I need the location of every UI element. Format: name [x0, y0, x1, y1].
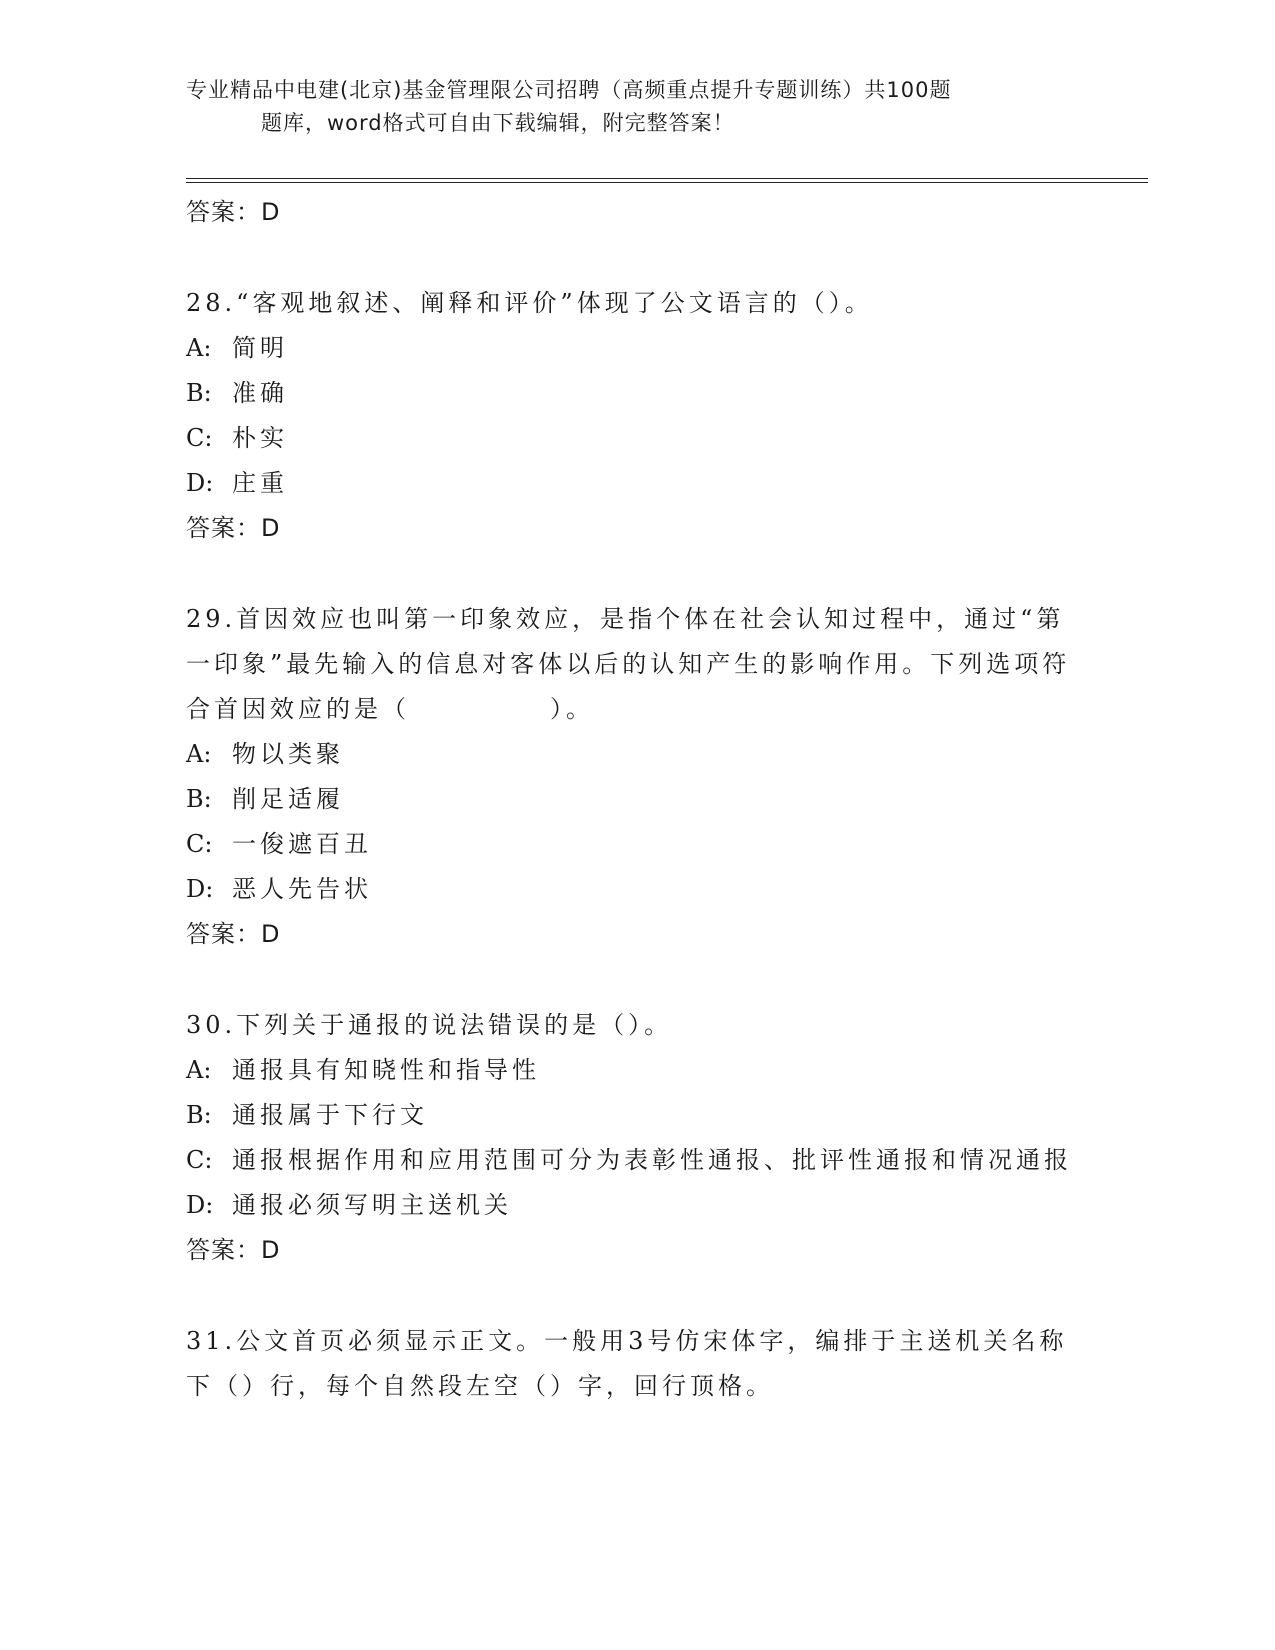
option-c: C: 一俊遮百丑 — [186, 830, 372, 858]
question-text: 31.公文首页必须显示正文。一般用3号仿宋体字，编排于主送机关名称下（）行，每个自然段左空（）字，回行顶格。 — [186, 1327, 1068, 1400]
document-header — [186, 74, 1066, 140]
question-text: 28.“客观地叙述、阐释和评价”体现了公文语言的（）。 — [186, 289, 873, 317]
option-a: A: 通报具有知晓性和指导性 — [186, 1056, 540, 1084]
answer-line: 答案：D — [186, 514, 281, 542]
header-divider-top — [186, 178, 1148, 179]
question-text: 30.下列关于通报的说法错误的是（）。 — [186, 1011, 673, 1039]
option-b: B: 通报属于下行文 — [186, 1101, 428, 1129]
option-a: A: 物以类聚 — [186, 740, 344, 768]
header-divider-bottom — [186, 182, 1148, 183]
previous-answer: 答案：D — [186, 198, 281, 226]
question-30 — [186, 1003, 1086, 1273]
option-c: C: 通报根据作用和应用范围可分为表彰性通报、批评性通报和情况通报 — [186, 1146, 1072, 1174]
question-28 — [186, 281, 1086, 551]
header-title-line2: 题库，word格式可自由下载编辑，附完整答案！ — [261, 111, 735, 135]
answer-line: 答案：D — [186, 1236, 281, 1264]
option-d: D: 恶人先告状 — [186, 875, 372, 903]
question-29 — [186, 597, 1086, 957]
option-d: D: 庄重 — [186, 469, 288, 497]
option-b: B: 削足适履 — [186, 785, 344, 813]
option-d: D: 通报必须写明主送机关 — [186, 1191, 512, 1219]
option-c: C: 朴实 — [186, 424, 288, 452]
option-a: A: 简明 — [186, 334, 288, 362]
header-title-line1: 专业精品中电建(北京)基金管理限公司招聘（高频重点提升专题训练）共100题 — [186, 78, 952, 102]
question-31 — [186, 1319, 1086, 1409]
option-b: B: 准确 — [186, 379, 288, 407]
question-text: 29.首因效应也叫第一印象效应，是指个体在社会认知过程中，通过“第一印象”最先输入的信息对客体以后的认知产生的影响作用。下列选项符合首因效应的是（ ）。 — [186, 605, 1071, 723]
question-list — [186, 190, 1086, 1409]
answer-line: 答案：D — [186, 920, 281, 948]
